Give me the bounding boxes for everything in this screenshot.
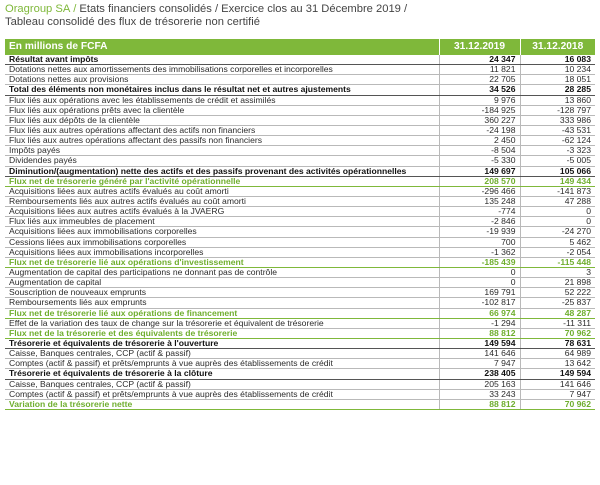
- document-header: [5, 3, 595, 29]
- table-row: [5, 338, 595, 348]
- row-label: Trésorerie et équivalents de trésorerie à la clôture: [5, 369, 439, 379]
- row-value-2018: 28 285: [520, 85, 595, 95]
- table-row: [5, 369, 595, 379]
- table-row: [5, 389, 595, 399]
- row-value-2019: 0: [439, 278, 520, 288]
- row-label: Caisse, Banques centrales, CCP (actif & passif): [5, 349, 439, 359]
- row-value-2019: -5 330: [439, 156, 520, 166]
- cash-flow-table: [5, 39, 595, 410]
- table-row: [5, 227, 595, 237]
- row-value-2018: -2 054: [520, 247, 595, 257]
- row-value-2018: -62 124: [520, 136, 595, 146]
- row-value-2019: -19 939: [439, 227, 520, 237]
- table-row: [5, 105, 595, 115]
- row-value-2019: 149 594: [439, 338, 520, 348]
- row-label: Acquisitions liées aux autres actifs évalués à la JVAERG: [5, 207, 439, 217]
- row-value-2018: 78 631: [520, 338, 595, 348]
- row-value-2018: 13 642: [520, 359, 595, 369]
- row-value-2019: 149 697: [439, 166, 520, 176]
- row-label: Effet de la variation des taux de change sur la trésorerie et équivalent de trésorerie: [5, 318, 439, 328]
- row-value-2018: 47 288: [520, 196, 595, 206]
- row-label: Flux liés aux opérations prêts avec la clientèle: [5, 105, 439, 115]
- table-row: [5, 359, 595, 369]
- row-label: Dividendes payés: [5, 156, 439, 166]
- row-value-2018: 52 222: [520, 288, 595, 298]
- row-value-2019: 205 163: [439, 379, 520, 389]
- row-value-2019: 66 974: [439, 308, 520, 318]
- row-value-2018: -141 873: [520, 186, 595, 196]
- row-label: Acquisitions liées aux immobilisations incorporelles: [5, 247, 439, 257]
- row-value-2018: 10 234: [520, 65, 595, 75]
- row-value-2018: 70 962: [520, 328, 595, 338]
- row-value-2018: 7 947: [520, 389, 595, 399]
- table-row: [5, 237, 595, 247]
- row-value-2019: -185 439: [439, 257, 520, 267]
- row-value-2018: -24 270: [520, 227, 595, 237]
- row-value-2019: -774: [439, 207, 520, 217]
- row-label: Souscription de nouveaux emprunts: [5, 288, 439, 298]
- row-value-2018: 48 287: [520, 308, 595, 318]
- row-value-2019: -184 925: [439, 105, 520, 115]
- row-label: Remboursements liés aux autres actifs évalués au coût amorti: [5, 196, 439, 206]
- table-row: [5, 136, 595, 146]
- table-row: [5, 288, 595, 298]
- row-value-2019: 141 646: [439, 349, 520, 359]
- row-label: Impôts payés: [5, 146, 439, 156]
- row-value-2018: 333 986: [520, 115, 595, 125]
- row-value-2019: -296 466: [439, 186, 520, 196]
- row-value-2019: -8 504: [439, 146, 520, 156]
- row-value-2018: 5 462: [520, 237, 595, 247]
- row-label: Acquisitions liées aux autres actifs évalués au coût amorti: [5, 186, 439, 196]
- row-value-2018: -11 311: [520, 318, 595, 328]
- row-value-2018: 141 646: [520, 379, 595, 389]
- row-label: Cessions liées aux immobilisations corporelles: [5, 237, 439, 247]
- table-row: [5, 196, 595, 206]
- table-row: [5, 95, 595, 105]
- row-label: Augmentation de capital des participations ne donnant pas de contrôle: [5, 267, 439, 277]
- row-value-2018: -25 837: [520, 298, 595, 308]
- row-label: Comptes (actif & passif) et prêts/emprunts à vue auprès des établissements de crédit: [5, 389, 439, 399]
- row-value-2019: 7 947: [439, 359, 520, 369]
- row-value-2018: 13 860: [520, 95, 595, 105]
- row-value-2019: 24 347: [439, 55, 520, 65]
- company-name: Oragroup SA: [5, 3, 71, 15]
- row-label: Acquisitions liées aux immobilisations corporelles: [5, 227, 439, 237]
- table-row: [5, 267, 595, 277]
- table-row: [5, 257, 595, 267]
- table-row: [5, 278, 595, 288]
- row-label: Flux liés aux immeubles de placement: [5, 217, 439, 227]
- row-value-2018: -128 797: [520, 105, 595, 115]
- row-label: Total des éléments non monétaires inclus dans le résultat net et autres ajustements: [5, 85, 439, 95]
- row-value-2019: 33 243: [439, 389, 520, 399]
- row-value-2019: 135 248: [439, 196, 520, 206]
- row-value-2019: 88 812: [439, 328, 520, 338]
- row-value-2019: 208 570: [439, 176, 520, 186]
- table-row: [5, 75, 595, 85]
- row-value-2018: 0: [520, 217, 595, 227]
- row-value-2018: -5 005: [520, 156, 595, 166]
- table-row: [5, 176, 595, 186]
- row-label: Dotations nettes aux provisions: [5, 75, 439, 85]
- table-row: [5, 379, 595, 389]
- column-header-2019: 31.12.2019: [439, 39, 520, 55]
- row-label: Comptes (actif & passif) et prêts/emprunts à vue auprès des établissements de crédit: [5, 359, 439, 369]
- table-row: [5, 318, 595, 328]
- row-value-2018: 3: [520, 267, 595, 277]
- table-row: [5, 55, 595, 65]
- row-label: Augmentation de capital: [5, 278, 439, 288]
- table-row: [5, 166, 595, 176]
- row-value-2019: -1 362: [439, 247, 520, 257]
- table-header-row: [5, 39, 595, 55]
- column-header-2018: 31.12.2018: [520, 39, 595, 55]
- column-header-label: En millions de FCFA: [5, 39, 439, 55]
- table-row: [5, 125, 595, 135]
- row-value-2018: 149 594: [520, 369, 595, 379]
- row-value-2019: 360 227: [439, 115, 520, 125]
- table-row: [5, 247, 595, 257]
- table-body: [5, 55, 595, 410]
- row-value-2019: 700: [439, 237, 520, 247]
- row-label: Flux net de la trésorerie et des équivalents de trésorerie: [5, 328, 439, 338]
- row-value-2018: 105 066: [520, 166, 595, 176]
- row-label: Trésorerie et équivalents de trésorerie à l'ouverture: [5, 338, 439, 348]
- row-label: Flux net de trésorerie lié aux opérations d'investissement: [5, 257, 439, 267]
- row-label: Caisse, Banques centrales, CCP (actif & passif): [5, 379, 439, 389]
- row-label: Variation de la trésorerie nette: [5, 399, 439, 409]
- row-value-2019: 238 405: [439, 369, 520, 379]
- row-value-2019: 169 791: [439, 288, 520, 298]
- table-row: [5, 349, 595, 359]
- header-line-1: [5, 3, 595, 16]
- row-value-2018: 16 083: [520, 55, 595, 65]
- row-value-2018: -3 323: [520, 146, 595, 156]
- table-row: [5, 146, 595, 156]
- row-value-2018: 70 962: [520, 399, 595, 409]
- row-value-2018: -43 531: [520, 125, 595, 135]
- row-value-2019: -1 294: [439, 318, 520, 328]
- row-value-2018: 18 051: [520, 75, 595, 85]
- table-row: [5, 298, 595, 308]
- table-row: [5, 115, 595, 125]
- row-value-2019: 11 821: [439, 65, 520, 75]
- table-row: [5, 207, 595, 217]
- row-value-2018: 149 434: [520, 176, 595, 186]
- table-row: [5, 65, 595, 75]
- table-row: [5, 217, 595, 227]
- row-label: Dotations nettes aux amortissements des immobilisations corporelles et incorporelles: [5, 65, 439, 75]
- header-title-line-1: Etats financiers consolidés / Exercice clos au 31 Décembre 2019 /: [79, 3, 408, 15]
- row-value-2018: 0: [520, 207, 595, 217]
- table-row: [5, 308, 595, 318]
- row-value-2019: 88 812: [439, 399, 520, 409]
- row-value-2019: 9 976: [439, 95, 520, 105]
- row-label: Diminution/(augmentation) nette des actifs et des passifs provenant des activités opérationnelles: [5, 166, 439, 176]
- row-value-2019: 2 450: [439, 136, 520, 146]
- row-value-2018: -115 448: [520, 257, 595, 267]
- row-label: Résultat avant impôts: [5, 55, 439, 65]
- row-label: Flux liés aux autres opérations affectant des actifs non financiers: [5, 125, 439, 135]
- table-row: [5, 186, 595, 196]
- row-label: Remboursements liés aux emprunts: [5, 298, 439, 308]
- row-label: Flux liés aux autres opérations affectant des passifs non financiers: [5, 136, 439, 146]
- row-value-2019: -102 817: [439, 298, 520, 308]
- table-row: [5, 85, 595, 95]
- header-separator: /: [73, 3, 77, 15]
- row-value-2019: -24 198: [439, 125, 520, 135]
- row-label: Flux liés aux opérations avec les établissements de crédit et assimilés: [5, 95, 439, 105]
- row-value-2018: 64 989: [520, 349, 595, 359]
- header-title-line-2: Tableau consolidé des flux de trésorerie non certifié: [5, 16, 260, 28]
- row-value-2019: 0: [439, 267, 520, 277]
- row-value-2018: 21 898: [520, 278, 595, 288]
- row-value-2019: 34 526: [439, 85, 520, 95]
- row-label: Flux net de trésorerie généré par l'activité opérationnelle: [5, 176, 439, 186]
- table-row: [5, 328, 595, 338]
- row-value-2019: -2 846: [439, 217, 520, 227]
- table-row: [5, 399, 595, 409]
- table-row: [5, 156, 595, 166]
- row-label: Flux net de trésorerie lié aux opérations de financement: [5, 308, 439, 318]
- row-label: Flux liés aux dépôts de la clientèle: [5, 115, 439, 125]
- row-value-2019: 22 705: [439, 75, 520, 85]
